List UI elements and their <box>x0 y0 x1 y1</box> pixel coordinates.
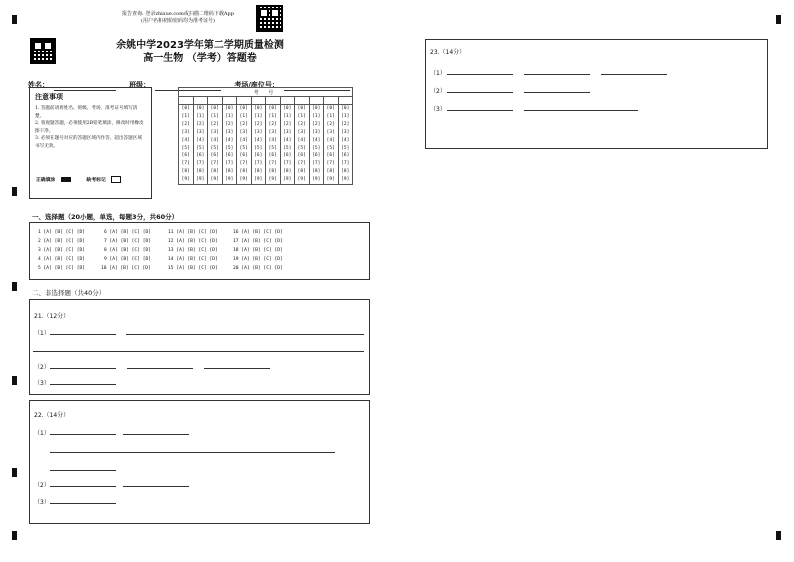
exam-number-digit-box[interactable] <box>251 97 266 105</box>
q23-part2-answer-line[interactable] <box>524 92 590 93</box>
choice-item[interactable]: 9 [A] [B] [C] [D] <box>104 257 152 262</box>
q21-heading: 21.（12分） <box>34 313 70 320</box>
notes-item: 3. 必须在题号对应的答题区域内作答，超出答题区域书写无效。 <box>35 136 142 149</box>
choice-item[interactable]: 4 [A] [B] [C] [D] <box>38 257 86 262</box>
exam-number-bubbles[interactable]: [0] [1] [2] [3] [4] [5] [6] [7] [8] [9] <box>338 105 353 185</box>
exam-number-grid <box>178 87 353 185</box>
q21-part1-answer-line[interactable] <box>50 334 116 335</box>
q23-part2-answer-line[interactable] <box>447 92 513 93</box>
exam-number-bubbles[interactable]: [0] [1] [2] [3] [4] [5] [6] [7] [8] [9] <box>237 105 252 185</box>
choice-item[interactable]: 5 [A] [B] [C] [D] <box>38 266 86 271</box>
choice-item[interactable]: 19 [A] [B] [C] [D] <box>233 257 283 262</box>
q22-part1-answer-line[interactable] <box>50 452 335 453</box>
exam-number-bubbles[interactable]: [0] [1] [2] [3] [4] [5] [6] [7] [8] [9] <box>324 105 339 185</box>
q22-part1-label: （1） <box>34 430 50 437</box>
q21-part2-answer-line[interactable] <box>50 368 116 369</box>
choice-item[interactable]: 18 [A] [B] [C] [D] <box>233 248 283 253</box>
q21-part3-label: （3） <box>34 380 50 387</box>
exam-number-label: 考 号 <box>179 88 353 97</box>
exam-number-digit-box[interactable] <box>338 97 353 105</box>
choice-item[interactable]: 11 [A] [B] [C] [D] <box>168 230 218 235</box>
registration-mark <box>776 15 781 24</box>
q23-part3-label: （3） <box>430 106 446 113</box>
exam-number-bubbles[interactable]: [0] [1] [2] [3] [4] [5] [6] [7] [8] [9] <box>222 105 237 185</box>
registration-mark <box>12 531 17 540</box>
section-2-heading: 二、非选择题（共40分） <box>32 289 106 297</box>
q21-part1-answer-line[interactable] <box>33 351 364 352</box>
absent-mark-label: 缺考标记 <box>86 178 106 183</box>
exam-number-bubbles[interactable]: [0] [1] [2] [3] [4] [5] [6] [7] [8] [9] <box>309 105 324 185</box>
q21-part2-label: （2） <box>34 364 50 371</box>
q23-part1-label: （1） <box>430 70 446 77</box>
choice-item[interactable]: 13 [A] [B] [C] [D] <box>168 248 218 253</box>
choice-item[interactable]: 3 [A] [B] [C] [D] <box>38 248 86 253</box>
registration-mark <box>12 187 17 196</box>
q21-part2-answer-line[interactable] <box>204 368 270 369</box>
q22-part1-answer-line[interactable] <box>50 470 116 471</box>
notes-title: 注意事项 <box>35 93 63 101</box>
exam-number-digit-box[interactable] <box>280 97 295 105</box>
choice-item[interactable]: 17 [A] [B] [C] [D] <box>233 239 283 244</box>
report-notice-line2: (用户名和初始密码均为准考证号) <box>141 18 215 24</box>
choice-item[interactable]: 12 [A] [B] [C] [D] <box>168 239 218 244</box>
report-notice <box>108 11 248 25</box>
registration-mark <box>12 468 17 477</box>
q21-part3-answer-line[interactable] <box>50 384 116 385</box>
exam-number-bubbles[interactable]: [0] [1] [2] [3] [4] [5] [6] [7] [8] [9] <box>295 105 310 185</box>
exam-number-digit-box[interactable] <box>266 97 281 105</box>
title-line-2: 高一生物 （学考）答题卷 <box>143 53 257 64</box>
exam-number-bubbles[interactable]: [0] [1] [2] [3] [4] [5] [6] [7] [8] [9] <box>266 105 281 185</box>
q22-part2-label: （2） <box>34 482 50 489</box>
notes-item: 1. 答题前请将姓名、班级、考场、准考证号填写清楚。 <box>35 106 138 119</box>
exam-number-bubbles[interactable]: [0] [1] [2] [3] [4] [5] [6] [7] [8] [9] <box>208 105 223 185</box>
choice-item[interactable]: 8 [A] [B] [C] [D] <box>104 248 152 253</box>
exam-number-digit-box[interactable] <box>324 97 339 105</box>
exam-number-digit-box[interactable] <box>309 97 324 105</box>
student-barcode-qr-icon <box>30 38 56 64</box>
q21-part1-answer-line[interactable] <box>126 334 364 335</box>
q22-heading: 22.（14分） <box>34 412 70 419</box>
room-seat-label: 考场/座位号： <box>234 81 279 89</box>
q23-heading: 23.（14分） <box>430 49 466 56</box>
choice-item[interactable]: 15 [A] [B] [C] [D] <box>168 266 218 271</box>
registration-mark <box>776 531 781 540</box>
choice-item[interactable]: 16 [A] [B] [C] [D] <box>233 230 283 235</box>
q22-part1-answer-line[interactable] <box>50 434 116 435</box>
report-notice-line1: 报告查询: 登录zhixue.com或扫描二维码下载App <box>122 11 234 17</box>
exam-number-bubbles[interactable]: [0] [1] [2] [3] [4] [5] [6] [7] [8] [9] <box>193 105 208 185</box>
q21-answer-box <box>29 299 370 395</box>
q21-part2-answer-line[interactable] <box>127 368 193 369</box>
exam-number-bubbles[interactable]: [0] [1] [2] [3] [4] [5] [6] [7] [8] [9] <box>179 105 194 185</box>
q23-part1-answer-line[interactable] <box>601 74 667 75</box>
q22-part1-answer-line[interactable] <box>123 434 189 435</box>
exam-number-digit-box[interactable] <box>179 97 194 105</box>
q23-part1-answer-line[interactable] <box>524 74 590 75</box>
page-title <box>90 39 310 65</box>
choice-item[interactable]: 1 [A] [B] [C] [D] <box>38 230 86 235</box>
choice-answer-box <box>29 222 370 280</box>
q21-part1-label: （1） <box>34 330 50 337</box>
absent-mark-checkbox[interactable] <box>111 176 121 183</box>
registration-mark <box>12 282 17 291</box>
q22-part3-answer-line[interactable] <box>50 503 116 504</box>
choice-item[interactable]: 20 [A] [B] [C] [D] <box>233 266 283 271</box>
choice-item[interactable]: 6 [A] [B] [C] [D] <box>104 230 152 235</box>
title-line-1: 余姚中学2023学年第二学期质量检测 <box>116 40 284 51</box>
exam-number-digit-box[interactable] <box>193 97 208 105</box>
fill-correct-label: 正确填涂 <box>36 178 56 183</box>
q23-part2-label: （2） <box>430 88 446 95</box>
choice-item[interactable]: 7 [A] [B] [C] [D] <box>104 239 152 244</box>
notes-item: 2. 客观题答题，必须使用2B铅笔填涂，修改时用橡皮擦干净。 <box>35 121 144 134</box>
q23-answer-box <box>425 39 768 149</box>
fill-legend <box>36 176 121 183</box>
q23-part3-answer-line[interactable] <box>447 110 513 111</box>
name-label: 姓名： <box>28 81 49 89</box>
fill-correct-icon <box>61 177 71 182</box>
exam-number-bubbles[interactable]: [0] [1] [2] [3] [4] [5] [6] [7] [8] [9] <box>251 105 266 185</box>
choice-item[interactable]: 10 [A] [B] [C] [D] <box>101 266 151 271</box>
q22-part2-answer-line[interactable] <box>50 486 116 487</box>
exam-number-digit-box[interactable] <box>295 97 310 105</box>
q22-answer-box <box>29 400 370 524</box>
exam-number-digit-box[interactable] <box>222 97 237 105</box>
choice-item[interactable]: 2 [A] [B] [C] [D] <box>38 239 86 244</box>
notes-box <box>29 87 152 199</box>
registration-mark <box>12 376 17 385</box>
qr-code-icon <box>256 5 283 32</box>
exam-number-bubbles[interactable]: [0] [1] [2] [3] [4] [5] [6] [7] [8] [9] <box>280 105 295 185</box>
q23-part1-answer-line[interactable] <box>447 74 513 75</box>
class-label: 班级： <box>129 81 151 89</box>
exam-number-digit-box[interactable] <box>208 97 223 105</box>
choice-item[interactable]: 14 [A] [B] [C] [D] <box>168 257 218 262</box>
registration-mark <box>12 15 17 24</box>
q22-part3-label: （3） <box>34 499 50 506</box>
q23-part3-answer-line[interactable] <box>524 110 638 111</box>
exam-number-digit-box[interactable] <box>237 97 252 105</box>
q22-part2-answer-line[interactable] <box>123 486 189 487</box>
section-1-heading: 一、选择题（20小题，单选，每题3分，共60分） <box>32 213 179 221</box>
